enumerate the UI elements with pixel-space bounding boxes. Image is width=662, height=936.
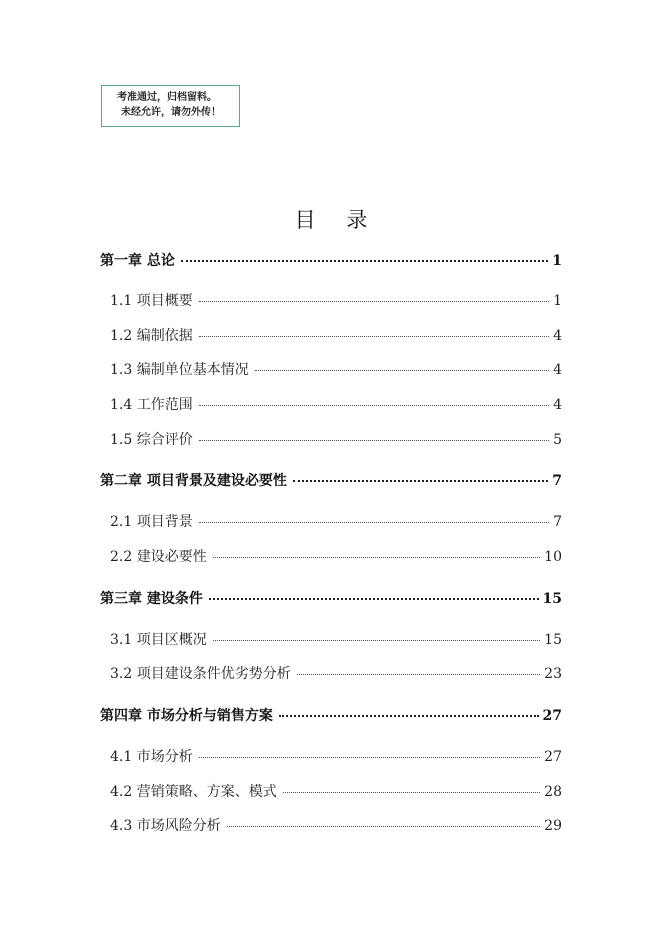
toc-entry-page: 10 [544, 549, 562, 565]
toc-entry-label: 1.4 工作范围 [110, 397, 193, 413]
toc-leader-dots [279, 715, 539, 717]
toc-entry-page: 27 [544, 749, 562, 765]
toc-entry-section-1-5[interactable] [110, 429, 562, 449]
toc-entry-label: 1.2 编制依据 [110, 328, 193, 344]
toc-leader-dots [255, 370, 549, 371]
toc-entry-section-4-1[interactable] [110, 746, 562, 766]
toc-entry-page: 1 [553, 293, 562, 309]
toc-leader-dots [199, 440, 549, 441]
toc-entry-page: 1 [552, 253, 562, 269]
stamp-line-2: 未经允许，请勿外传！ [121, 107, 221, 118]
toc-entry-chapter-4[interactable] [100, 705, 562, 725]
toc-entry-label: 第二章 项目背景及建设必要性 [100, 473, 287, 489]
toc-entry-page: 15 [542, 591, 562, 607]
toc-leader-dots [293, 480, 548, 482]
toc-entry-section-2-1[interactable] [110, 511, 562, 531]
toc-entry-page: 29 [544, 818, 562, 834]
toc-leader-dots [209, 598, 539, 600]
toc-entry-section-1-2[interactable] [110, 325, 562, 345]
toc-leader-dots [199, 757, 540, 758]
toc-leader-dots [297, 674, 540, 675]
toc-entry-page: 15 [544, 632, 562, 648]
toc-entry-page: 7 [552, 473, 562, 489]
toc-title: 目 录 [294, 208, 380, 232]
toc-entry-page: 5 [553, 432, 562, 448]
toc-entry-section-1-3[interactable] [110, 359, 562, 379]
toc-leader-dots [199, 522, 549, 523]
toc-entry-page: 7 [553, 514, 562, 530]
toc-leader-dots [199, 336, 549, 337]
toc-leader-dots [227, 826, 540, 827]
stamp-line-1: 考准通过，归档留料。 [117, 92, 217, 103]
toc-entry-page: 4 [553, 397, 562, 413]
toc-entry-section-3-1[interactable] [110, 629, 562, 649]
toc-entry-label: 4.2 营销策略、方案、模式 [110, 784, 277, 800]
toc-entry-section-3-2[interactable] [110, 663, 562, 683]
toc-leader-dots [213, 640, 540, 641]
toc-entry-label: 1.5 综合评价 [110, 432, 193, 448]
toc-entry-page: 4 [553, 328, 562, 344]
toc-leader-dots [283, 792, 540, 793]
toc-leader-dots [199, 405, 549, 406]
toc-entry-label: 1.1 项目概要 [110, 293, 193, 309]
toc-entry-label: 第三章 建设条件 [100, 591, 203, 607]
toc-entry-page: 27 [542, 708, 562, 724]
toc-entry-chapter-1[interactable] [100, 250, 562, 270]
toc-leader-dots [213, 557, 540, 558]
toc-entry-chapter-2[interactable] [100, 470, 562, 490]
toc-entry-page: 23 [544, 666, 562, 682]
toc-entry-section-1-4[interactable] [110, 394, 562, 414]
toc-leader-dots [181, 260, 548, 262]
toc-entry-label: 4.1 市场分析 [110, 749, 193, 765]
toc-entry-section-2-2[interactable] [110, 546, 562, 566]
toc-entry-page: 28 [544, 784, 562, 800]
toc-entry-label: 1.3 编制单位基本情况 [110, 362, 249, 378]
toc-entry-chapter-3[interactable] [100, 588, 562, 608]
toc-entry-section-4-2[interactable] [110, 781, 562, 801]
toc-entry-page: 4 [553, 362, 562, 378]
toc-entry-label: 2.2 建设必要性 [110, 549, 207, 565]
toc-entry-section-1-1[interactable] [110, 290, 562, 310]
approval-stamp [101, 85, 240, 127]
toc-leader-dots [199, 301, 549, 302]
toc-entry-label: 第四章 市场分析与销售方案 [100, 708, 273, 724]
toc-entry-label: 第一章 总论 [100, 253, 175, 269]
toc-entry-label: 4.3 市场风险分析 [110, 818, 221, 834]
toc-entry-section-4-3[interactable] [110, 815, 562, 835]
toc-entry-label: 3.2 项目建设条件优劣势分析 [110, 666, 291, 682]
toc-entry-label: 2.1 项目背景 [110, 514, 193, 530]
toc-entry-label: 3.1 项目区概况 [110, 632, 207, 648]
